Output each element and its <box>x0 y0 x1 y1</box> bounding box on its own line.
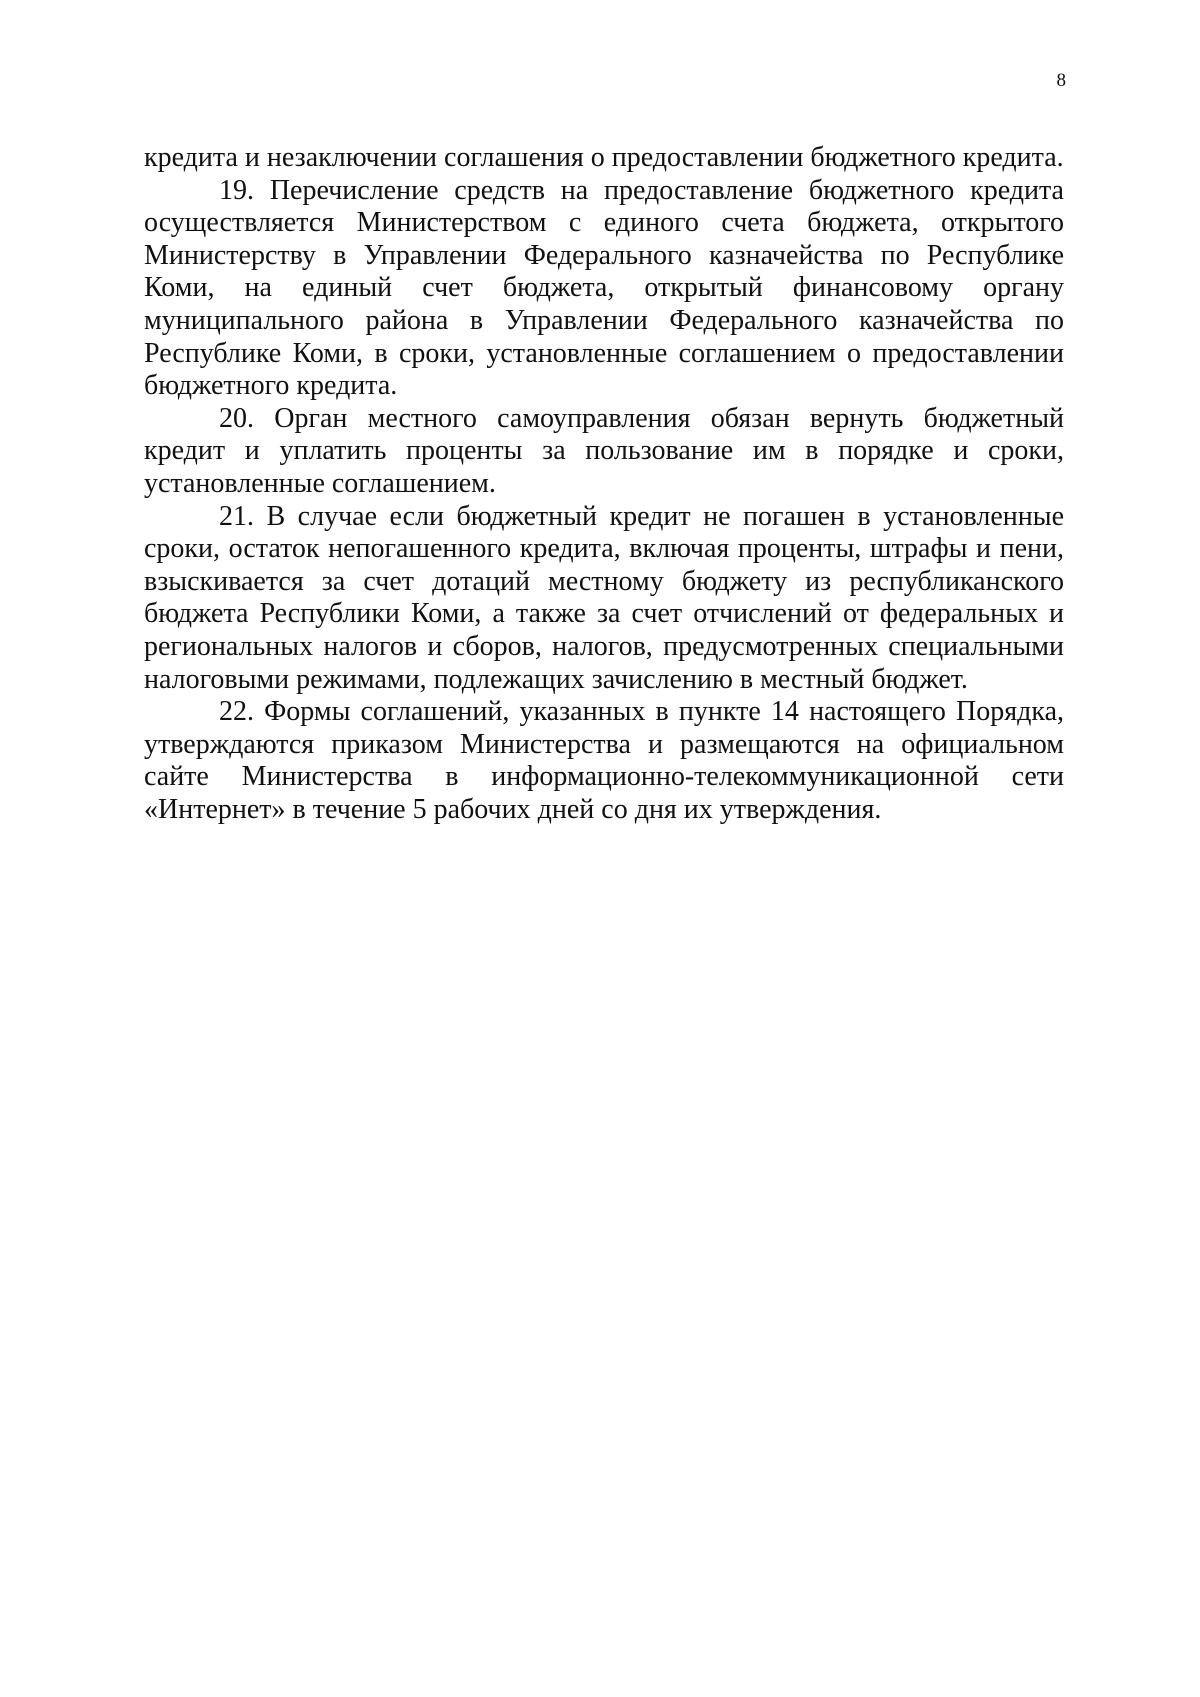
paragraph-19: 19. Перечисление средств на предоставление бюджетного кредита осуществляется Министерством с единого счета бюджета, открытого Министерству в Управлении Федерального казначейства по Республике Коми, на единый счет бюджета, открытый финансовому органу муниципального района в Управлении Федерального казначейства по Республике Коми, в сроки, установленные соглашением о предоставлении бюджетного кредита. <box>144 174 1064 402</box>
paragraph-20: 20. Орган местного самоуправления обязан вернуть бюджетный кредит и уплатить проценты за пользование им в порядке и сроки, установленные соглашением. <box>144 402 1064 499</box>
page-number: 8 <box>1056 70 1066 91</box>
paragraph-22: 22. Формы соглашений, указанных в пункте 14 настоящего Порядка, утверждаются приказом Министерства и размещаются на официальном сайте Министерства в информационно-телекоммуникационной сети «Интернет» в течение 5 рабочих дней со дня их утверждения. <box>144 696 1064 825</box>
paragraph-continuation: кредита и незаключении соглашения о предоставлении бюджетного кредита. <box>144 142 1064 173</box>
paragraph-21: 21. В случае если бюджетный кредит не погашен в установленные сроки, остаток непогашенного кредита, включая проценты, штрафы и пени, взыскивается за счет дотаций местному бюджету из республиканского бюджета Республики Коми, а также за счет отчислений от федеральных и региональных налогов и сборов, налогов, предусмотренных специальными налоговыми режимами, подлежащих зачислению в местный бюджет. <box>144 500 1064 695</box>
document-body <box>144 142 1064 826</box>
